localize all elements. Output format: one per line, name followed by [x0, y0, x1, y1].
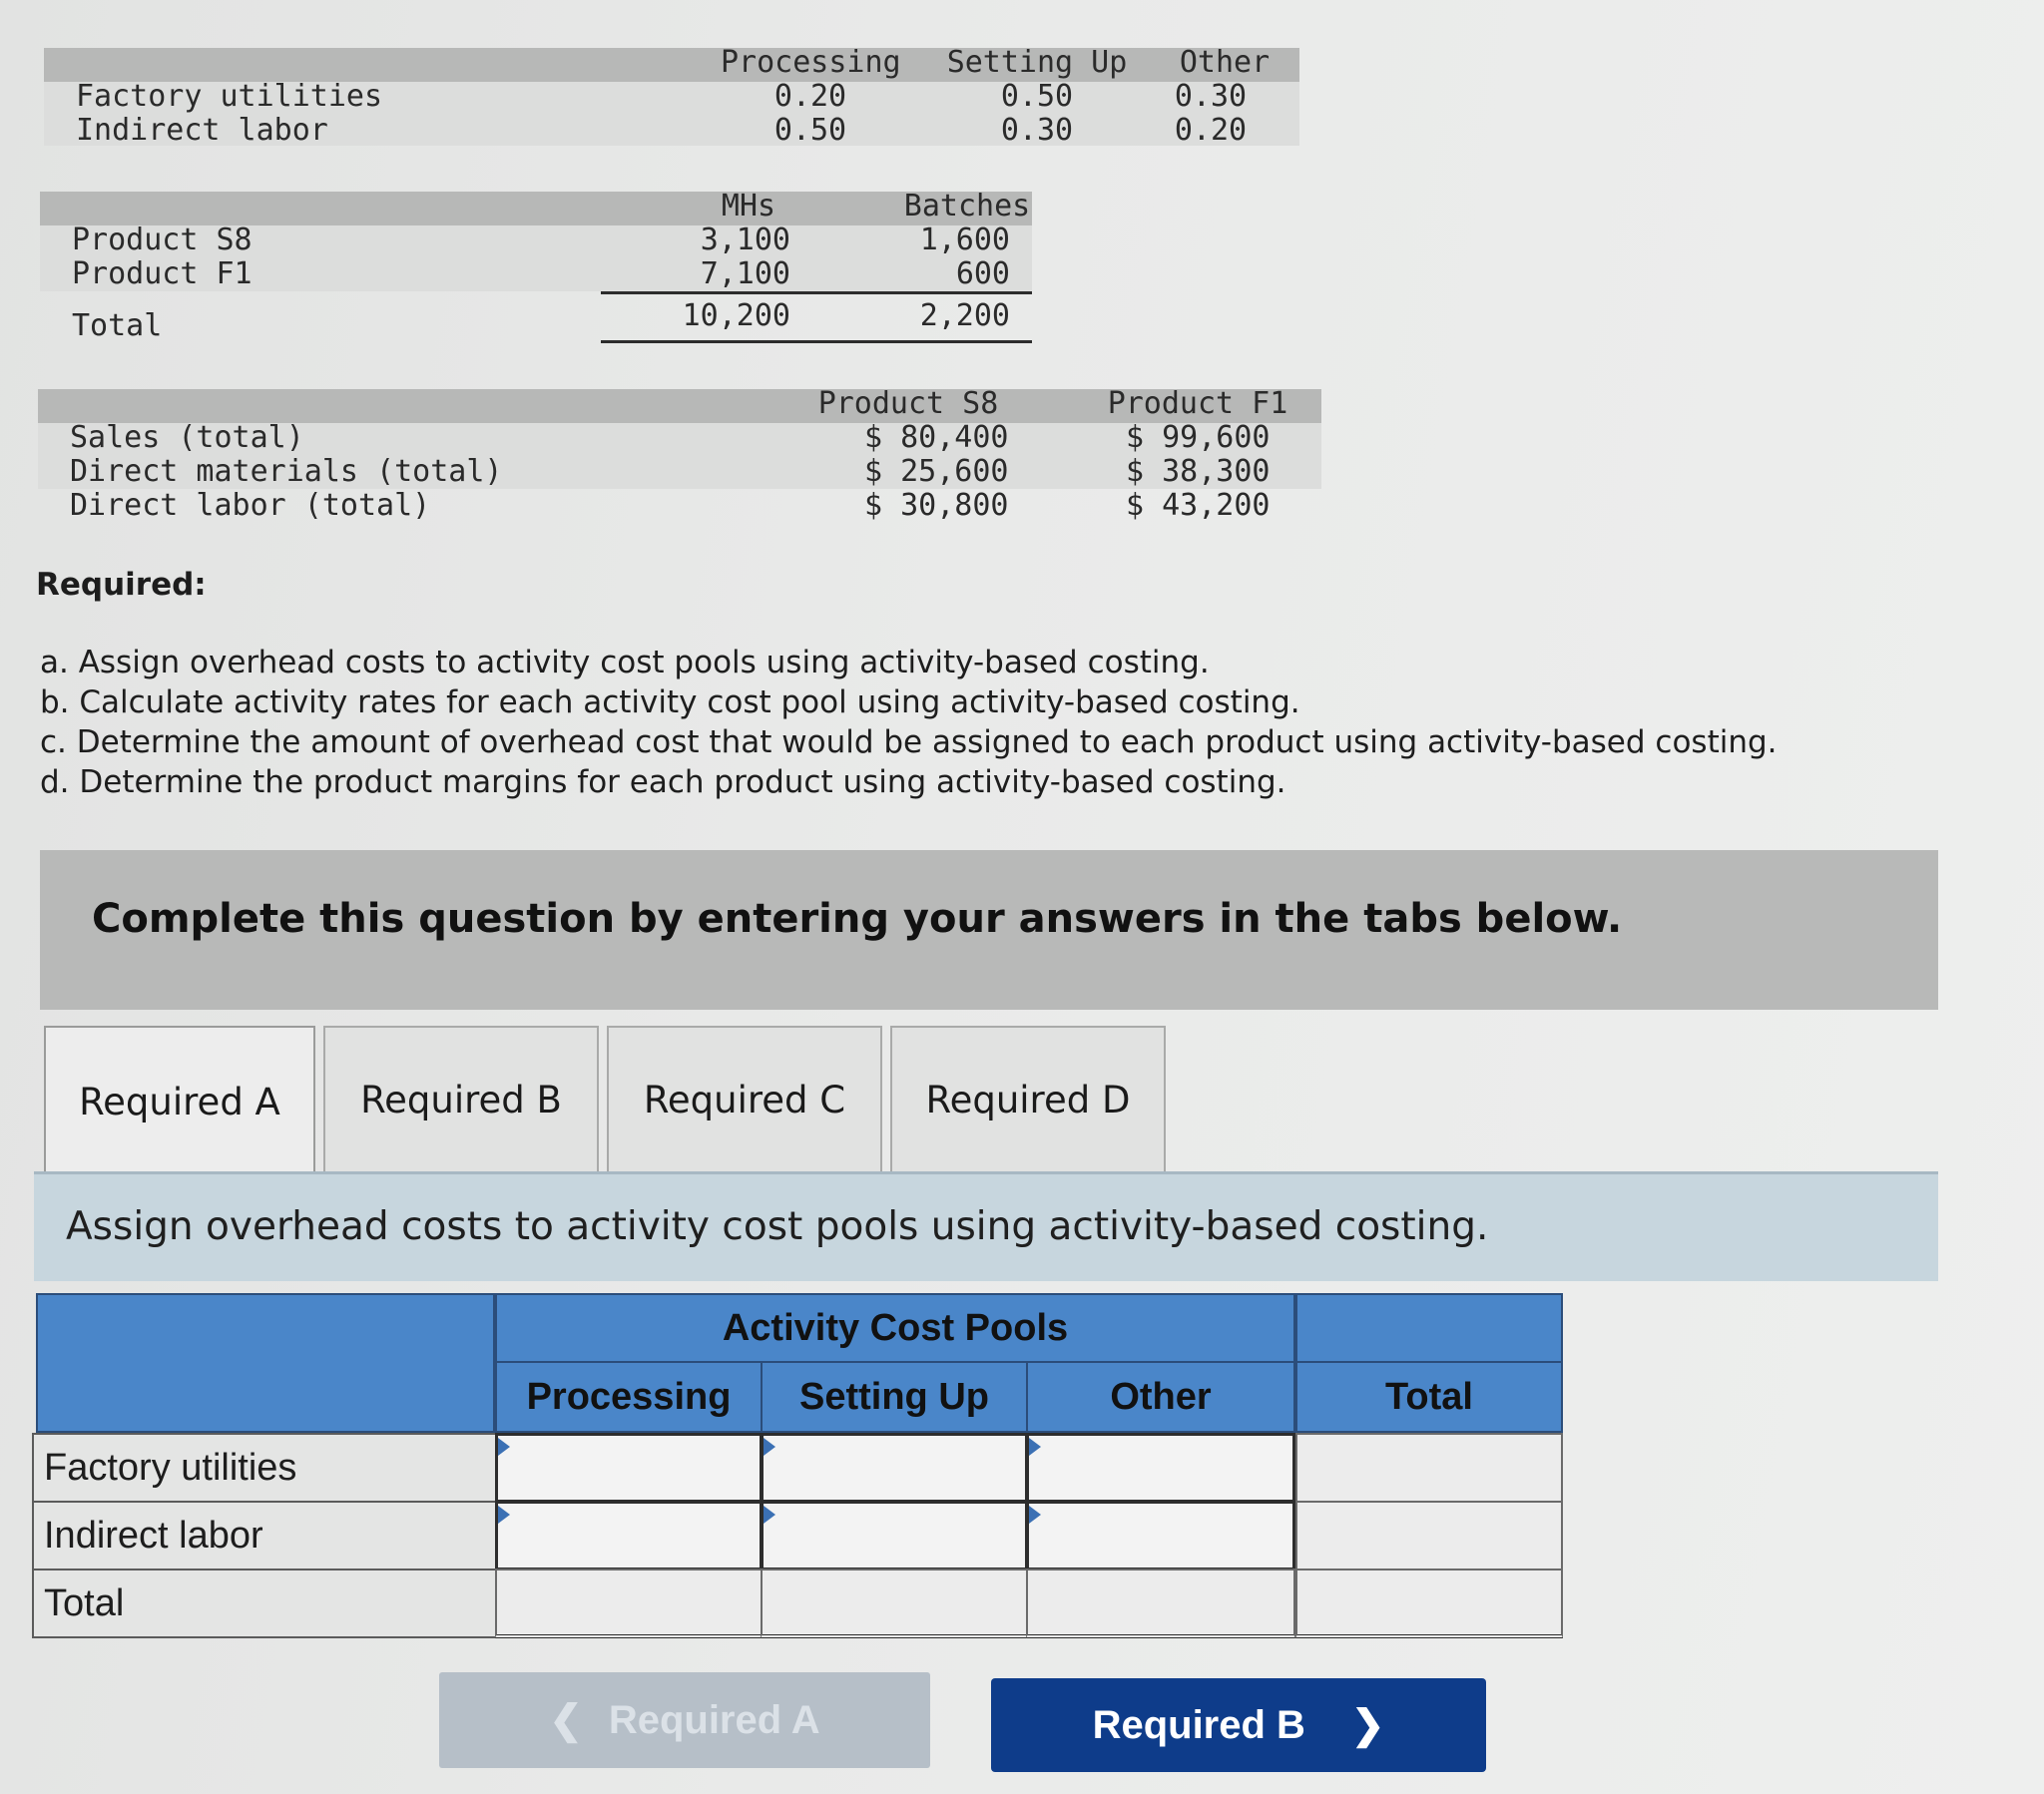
table-cell: $ 25,600	[864, 454, 1009, 489]
grid-total-header-top	[1295, 1293, 1563, 1363]
table-cell: $ 80,400	[864, 420, 1009, 455]
tab-required-d[interactable]: Required D	[890, 1026, 1166, 1171]
table-cell: 7,100	[700, 256, 790, 291]
input-indirect-labor-processing[interactable]	[495, 1501, 763, 1570]
column-header-processing: Processing	[495, 1361, 763, 1433]
column-header-other: Other	[1026, 1361, 1295, 1433]
factory-utilities-setting-up-field[interactable]	[764, 1436, 1025, 1500]
input-flag-icon	[764, 1438, 775, 1456]
grid-group-header: Activity Cost Pools	[495, 1293, 1295, 1363]
table-cell: 0.30	[1174, 79, 1248, 114]
row-label-direct-labor: Direct labor (total)	[70, 488, 431, 523]
instruction-text: Complete this question by entering your answers in the tabs below.	[92, 896, 1623, 942]
table-cell: 0.30	[1000, 113, 1074, 148]
table-cell: 3,100	[700, 223, 790, 257]
row-label-factory-utilities: Factory utilities	[76, 79, 383, 114]
chevron-left-icon: ❮	[549, 1698, 583, 1742]
table-cell: $ 38,300	[1126, 454, 1271, 489]
table-cell: $ 30,800	[864, 488, 1009, 523]
answer-grid	[32, 1293, 1565, 1640]
indirect-labor-processing-field[interactable]	[498, 1504, 760, 1568]
column-header-batches: Batches	[903, 189, 1031, 224]
input-factory-utilities-setting-up[interactable]	[761, 1433, 1028, 1503]
grid-corner-header	[36, 1293, 495, 1433]
table-cell: 0.50	[1000, 79, 1074, 114]
table-cell: 0.20	[1174, 113, 1248, 148]
row-label-sales: Sales (total)	[70, 420, 304, 455]
prev-required-button[interactable]	[439, 1672, 930, 1768]
indirect-labor-other-field[interactable]	[1029, 1504, 1292, 1568]
input-flag-icon	[764, 1506, 775, 1524]
row-label-product-s8: Product S8	[72, 223, 253, 257]
row-label-indirect-labor: Indirect labor	[76, 113, 328, 148]
row-label-direct-materials: Direct materials (total)	[70, 454, 503, 489]
input-flag-icon	[1029, 1438, 1041, 1456]
input-factory-utilities-other[interactable]	[1026, 1433, 1295, 1503]
required-item-c: c. Determine the amount of overhead cost that would be assigned to each product using activity-based costing.	[40, 724, 1778, 760]
total-other-cell	[1026, 1569, 1295, 1638]
table-cell: $ 43,200	[1126, 488, 1271, 523]
grand-total-cell	[1295, 1569, 1563, 1638]
table-header-bar	[40, 189, 1032, 225]
column-header-setting-up: Setting Up	[761, 1361, 1028, 1433]
row-label-total: Total	[32, 1569, 497, 1638]
column-header-other: Other	[1179, 45, 1271, 80]
table-cell: $ 99,600	[1126, 420, 1271, 455]
tab-prompt-text: Assign overhead costs to activity cost pools using activity-based costing.	[66, 1204, 1489, 1249]
row-label-total: Total	[72, 308, 163, 343]
indirect-labor-total-cell	[1295, 1501, 1563, 1570]
required-heading: Required:	[36, 567, 207, 603]
input-flag-icon	[498, 1438, 510, 1456]
column-header-processing: Processing	[721, 45, 901, 80]
factory-utilities-processing-field[interactable]	[498, 1436, 760, 1500]
row-label-product-f1: Product F1	[72, 256, 253, 291]
table-cell: 0.20	[773, 79, 847, 114]
row-label-indirect-labor: Indirect labor	[32, 1501, 497, 1570]
input-factory-utilities-processing[interactable]	[495, 1433, 763, 1503]
tab-required-c[interactable]: Required C	[607, 1026, 882, 1171]
column-header-setting-up: Setting Up	[946, 45, 1128, 80]
tab-required-b[interactable]: Required B	[323, 1026, 599, 1171]
input-indirect-labor-other[interactable]	[1026, 1501, 1295, 1570]
row-label-factory-utilities: Factory utilities	[32, 1433, 497, 1503]
column-header-mhs: MHs	[721, 189, 776, 224]
required-item-d: d. Determine the product margins for each product using activity-based costing.	[40, 764, 1286, 800]
table-cell: 1,600	[919, 223, 1010, 257]
total-rule	[601, 340, 1032, 343]
total-processing-cell	[495, 1569, 763, 1638]
required-item-a: a. Assign overhead costs to activity cost pools using activity-based costing.	[40, 645, 1210, 680]
table-cell: 600	[955, 256, 1010, 291]
column-header-total: Total	[1295, 1361, 1563, 1433]
total-setting-up-cell	[761, 1569, 1028, 1638]
table-cell: 10,200	[682, 298, 790, 333]
required-item-b: b. Calculate activity rates for each activity cost pool using activity-based costing.	[40, 684, 1300, 720]
next-required-button[interactable]	[991, 1678, 1486, 1772]
input-indirect-labor-setting-up[interactable]	[761, 1501, 1028, 1570]
subtotal-rule	[601, 291, 1032, 294]
input-flag-icon	[1029, 1506, 1041, 1524]
factory-utilities-total-cell	[1295, 1433, 1563, 1503]
tab-prompt	[34, 1171, 1938, 1281]
indirect-labor-setting-up-field[interactable]	[764, 1504, 1025, 1568]
chevron-right-icon: ❯	[1350, 1703, 1385, 1747]
table-cell: 0.50	[773, 113, 847, 148]
factory-utilities-other-field[interactable]	[1029, 1436, 1292, 1500]
next-button-label: Required B	[1092, 1702, 1305, 1747]
tab-required-a[interactable]: Required A	[44, 1026, 315, 1175]
required-list	[40, 643, 1778, 802]
input-flag-icon	[498, 1506, 510, 1524]
instruction-banner	[40, 850, 1938, 1010]
column-header-product-f1: Product F1	[1107, 386, 1288, 421]
table-cell: 2,200	[919, 298, 1010, 333]
column-header-product-s8: Product S8	[817, 386, 999, 421]
prev-button-label: Required A	[608, 1697, 820, 1742]
